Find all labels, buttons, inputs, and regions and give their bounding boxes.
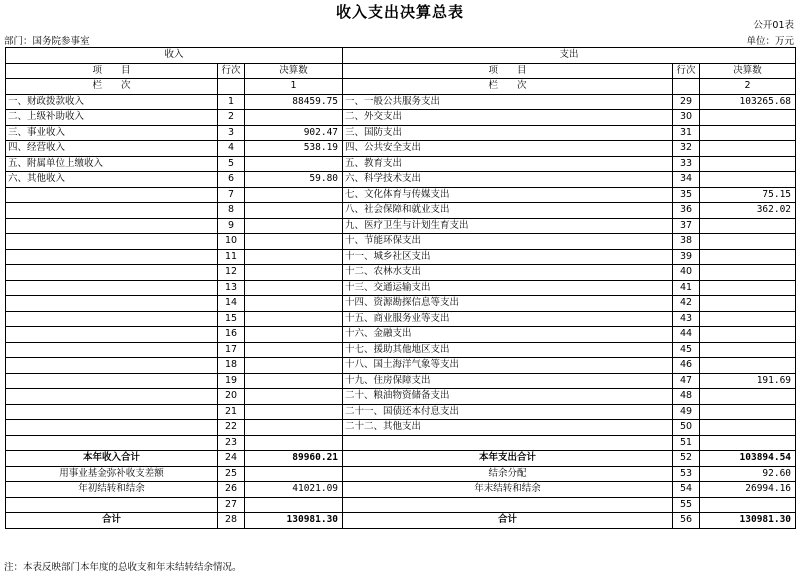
income-item xyxy=(6,342,218,358)
income-row-no: 6 xyxy=(218,172,245,188)
expense-row-no: 42 xyxy=(673,296,700,312)
table-row xyxy=(6,172,796,188)
income-amount: 59.80 xyxy=(245,172,343,188)
income-row-no: 10 xyxy=(218,234,245,250)
expense-row-no: 51 xyxy=(673,435,700,451)
income-expense-table xyxy=(5,47,796,529)
expense-row-no: 48 xyxy=(673,389,700,405)
income-row-no: 14 xyxy=(218,296,245,312)
expense-row-no: 38 xyxy=(673,234,700,250)
expense-row-no: 44 xyxy=(673,327,700,343)
expense-item: 十三、交通运输支出 xyxy=(343,280,673,296)
expense-row-no: 41 xyxy=(673,280,700,296)
income-row-no: 18 xyxy=(218,358,245,374)
income-item xyxy=(6,296,218,312)
table-row xyxy=(6,342,796,358)
expense-amount xyxy=(700,435,796,451)
income-summary-item xyxy=(6,497,218,513)
expense-item: 五、教育支出 xyxy=(343,156,673,172)
expense-item: 二、外交支出 xyxy=(343,110,673,126)
income-summary-item: 本年收入合计 xyxy=(6,451,218,467)
income-amount xyxy=(245,311,343,327)
expense-item-header: 项 目 xyxy=(343,63,673,79)
income-row-no: 25 xyxy=(218,466,245,482)
income-summary-amount xyxy=(245,466,343,482)
expense-column-blank xyxy=(673,79,700,95)
expense-row-no: 33 xyxy=(673,156,700,172)
expense-item: 十九、住房保障支出 xyxy=(343,373,673,389)
income-amount xyxy=(245,249,343,265)
table-row xyxy=(6,125,796,141)
column-header-row xyxy=(6,63,796,79)
expense-amount xyxy=(700,234,796,250)
income-row-no: 5 xyxy=(218,156,245,172)
income-row-no: 22 xyxy=(218,420,245,436)
expense-row-no: 50 xyxy=(673,420,700,436)
income-row-no: 24 xyxy=(218,451,245,467)
expense-summary-item: 合计 xyxy=(343,513,673,529)
expense-row-no: 47 xyxy=(673,373,700,389)
expense-item: 二十二、其他支出 xyxy=(343,420,673,436)
expense-column-label: 栏 次 xyxy=(343,79,673,95)
income-amount: 538.19 xyxy=(245,141,343,157)
income-amount xyxy=(245,389,343,405)
table-row xyxy=(6,156,796,172)
expense-row-no: 35 xyxy=(673,187,700,203)
column-index-row xyxy=(6,79,796,95)
table-row xyxy=(6,389,796,405)
income-item: 四、经营收入 xyxy=(6,141,218,157)
expense-item: 二十一、国债还本付息支出 xyxy=(343,404,673,420)
expense-item: 十六、金融支出 xyxy=(343,327,673,343)
expense-item: 十五、商业服务业等支出 xyxy=(343,311,673,327)
expense-amount xyxy=(700,327,796,343)
table-row xyxy=(6,249,796,265)
income-row-no: 3 xyxy=(218,125,245,141)
income-row-no: 7 xyxy=(218,187,245,203)
unit-label: 单位：万元 xyxy=(746,36,794,47)
table-row xyxy=(6,311,796,327)
income-row-no: 19 xyxy=(218,373,245,389)
income-amount xyxy=(245,110,343,126)
table-row xyxy=(6,327,796,343)
income-item xyxy=(6,435,218,451)
expense-row-no: 56 xyxy=(673,513,700,529)
income-column-label: 栏 次 xyxy=(6,79,218,95)
income-item xyxy=(6,203,218,219)
expense-amount xyxy=(700,404,796,420)
expense-row-no: 34 xyxy=(673,172,700,188)
table-row xyxy=(6,94,796,110)
income-item xyxy=(6,373,218,389)
income-amount xyxy=(245,296,343,312)
expense-amount xyxy=(700,265,796,281)
expense-header: 支出 xyxy=(343,48,796,64)
income-summary-amount xyxy=(245,497,343,513)
expense-amount xyxy=(700,311,796,327)
summary-row xyxy=(6,451,796,467)
expense-row-no: 45 xyxy=(673,342,700,358)
expense-item: 八、社会保障和就业支出 xyxy=(343,203,673,219)
income-row-no: 21 xyxy=(218,404,245,420)
income-amount xyxy=(245,342,343,358)
table-row xyxy=(6,265,796,281)
expense-row-no: 31 xyxy=(673,125,700,141)
expense-item: 十二、农林水支出 xyxy=(343,265,673,281)
expense-summary-item: 结余分配 xyxy=(343,466,673,482)
expense-row-no: 43 xyxy=(673,311,700,327)
expense-item: 七、文化体育与传媒支出 xyxy=(343,187,673,203)
income-summary-item: 用事业基金弥补收支差额 xyxy=(6,466,218,482)
expense-summary-amount: 103894.54 xyxy=(700,451,796,467)
income-rowno-header: 行次 xyxy=(218,63,245,79)
expense-amount xyxy=(700,342,796,358)
section-header-row xyxy=(6,48,796,64)
income-item xyxy=(6,404,218,420)
expense-summary-amount: 26994.16 xyxy=(700,482,796,498)
expense-item: 九、医疗卫生与计划生育支出 xyxy=(343,218,673,234)
income-row-no: 13 xyxy=(218,280,245,296)
summary-row xyxy=(6,466,796,482)
expense-amount xyxy=(700,358,796,374)
expense-amount xyxy=(700,172,796,188)
expense-amount: 362.02 xyxy=(700,203,796,219)
income-summary-amount: 89960.21 xyxy=(245,451,343,467)
income-item: 一、财政拨款收入 xyxy=(6,94,218,110)
expense-amount xyxy=(700,156,796,172)
income-column-blank xyxy=(218,79,245,95)
income-row-no: 2 xyxy=(218,110,245,126)
income-amount-header: 决算数 xyxy=(245,63,343,79)
income-item xyxy=(6,280,218,296)
income-row-no: 1 xyxy=(218,94,245,110)
expense-row-no: 52 xyxy=(673,451,700,467)
expense-amount xyxy=(700,280,796,296)
expense-column-index: 2 xyxy=(700,79,796,95)
expense-item: 一、一般公共服务支出 xyxy=(343,94,673,110)
income-amount xyxy=(245,234,343,250)
expense-row-no: 40 xyxy=(673,265,700,281)
expense-amount xyxy=(700,296,796,312)
expense-summary-amount: 130981.30 xyxy=(700,513,796,529)
expense-item: 十八、国土海洋气象等支出 xyxy=(343,358,673,374)
expense-amount xyxy=(700,218,796,234)
expense-amount xyxy=(700,249,796,265)
expense-row-no: 54 xyxy=(673,482,700,498)
expense-amount xyxy=(700,389,796,405)
income-item: 三、事业收入 xyxy=(6,125,218,141)
expense-item: 十一、城乡社区支出 xyxy=(343,249,673,265)
income-item xyxy=(6,327,218,343)
income-item: 六、其他收入 xyxy=(6,172,218,188)
income-summary-amount: 41021.09 xyxy=(245,482,343,498)
expense-item: 四、公共安全支出 xyxy=(343,141,673,157)
table-row xyxy=(6,373,796,389)
expense-row-no: 55 xyxy=(673,497,700,513)
expense-summary-item xyxy=(343,497,673,513)
income-amount xyxy=(245,218,343,234)
table-row xyxy=(6,187,796,203)
income-item xyxy=(6,249,218,265)
expense-row-no: 36 xyxy=(673,203,700,219)
expense-amount-header: 决算数 xyxy=(700,63,796,79)
income-amount xyxy=(245,327,343,343)
expense-row-no: 39 xyxy=(673,249,700,265)
income-column-index: 1 xyxy=(245,79,343,95)
income-item xyxy=(6,234,218,250)
income-amount xyxy=(245,156,343,172)
income-item xyxy=(6,420,218,436)
income-item xyxy=(6,265,218,281)
income-row-no: 11 xyxy=(218,249,245,265)
expense-amount: 191.69 xyxy=(700,373,796,389)
income-row-no: 26 xyxy=(218,482,245,498)
income-item xyxy=(6,218,218,234)
income-item xyxy=(6,358,218,374)
expense-row-no: 30 xyxy=(673,110,700,126)
income-row-no: 4 xyxy=(218,141,245,157)
income-amount xyxy=(245,358,343,374)
income-amount xyxy=(245,420,343,436)
expense-amount xyxy=(700,125,796,141)
expense-item: 三、国防支出 xyxy=(343,125,673,141)
income-row-no: 8 xyxy=(218,203,245,219)
income-item xyxy=(6,311,218,327)
income-summary-item: 合计 xyxy=(6,513,218,529)
expense-summary-item: 本年支出合计 xyxy=(343,451,673,467)
income-amount xyxy=(245,373,343,389)
expense-amount xyxy=(700,110,796,126)
expense-row-no: 53 xyxy=(673,466,700,482)
expense-amount xyxy=(700,420,796,436)
income-summary-item: 年初结转和结余 xyxy=(6,482,218,498)
expense-row-no: 37 xyxy=(673,218,700,234)
table-row xyxy=(6,404,796,420)
income-amount: 88459.75 xyxy=(245,94,343,110)
income-amount xyxy=(245,187,343,203)
expense-item: 二十、粮油物资储备支出 xyxy=(343,389,673,405)
summary-row xyxy=(6,482,796,498)
income-row-no: 28 xyxy=(218,513,245,529)
expense-amount xyxy=(700,141,796,157)
income-amount xyxy=(245,280,343,296)
income-row-no: 12 xyxy=(218,265,245,281)
form-code: 公开01表 xyxy=(753,20,794,31)
income-row-no: 15 xyxy=(218,311,245,327)
expense-item: 十四、资源勘探信息等支出 xyxy=(343,296,673,312)
expense-summary-item: 年末结转和结余 xyxy=(343,482,673,498)
income-item-header: 项 目 xyxy=(6,63,218,79)
income-amount xyxy=(245,404,343,420)
income-amount: 902.47 xyxy=(245,125,343,141)
table-row xyxy=(6,141,796,157)
income-amount xyxy=(245,435,343,451)
table-row xyxy=(6,296,796,312)
income-row-no: 9 xyxy=(218,218,245,234)
table-row xyxy=(6,218,796,234)
table-row xyxy=(6,234,796,250)
income-header: 收入 xyxy=(6,48,343,64)
report-title: 收入支出决算总表 xyxy=(335,3,464,21)
expense-item: 十七、援助其他地区支出 xyxy=(343,342,673,358)
income-row-no: 20 xyxy=(218,389,245,405)
summary-row xyxy=(6,513,796,529)
expense-item: 十、节能环保支出 xyxy=(343,234,673,250)
table-row xyxy=(6,420,796,436)
table-row xyxy=(6,280,796,296)
expense-row-no: 29 xyxy=(673,94,700,110)
expense-row-no: 46 xyxy=(673,358,700,374)
table-row xyxy=(6,110,796,126)
expense-summary-amount: 92.60 xyxy=(700,466,796,482)
income-item: 二、上级补助收入 xyxy=(6,110,218,126)
expense-amount: 75.15 xyxy=(700,187,796,203)
income-item: 五、附属单位上缴收入 xyxy=(6,156,218,172)
income-amount xyxy=(245,265,343,281)
table-row xyxy=(6,358,796,374)
expense-row-no: 32 xyxy=(673,141,700,157)
expense-summary-amount xyxy=(700,497,796,513)
income-summary-amount: 130981.30 xyxy=(245,513,343,529)
income-item xyxy=(6,187,218,203)
income-row-no: 23 xyxy=(218,435,245,451)
income-row-no: 17 xyxy=(218,342,245,358)
table-row xyxy=(6,203,796,219)
department-label: 部门：国务院参事室 xyxy=(4,36,90,47)
expense-amount: 103265.68 xyxy=(700,94,796,110)
expense-item xyxy=(343,435,673,451)
footnote: 注：本表反映部门本年度的总收支和年末结转结余情况。 xyxy=(4,562,242,573)
income-row-no: 16 xyxy=(218,327,245,343)
income-item xyxy=(6,389,218,405)
income-row-no: 27 xyxy=(218,497,245,513)
expense-item: 六、科学技术支出 xyxy=(343,172,673,188)
summary-row xyxy=(6,497,796,513)
expense-row-no: 49 xyxy=(673,404,700,420)
expense-rowno-header: 行次 xyxy=(673,63,700,79)
table-row xyxy=(6,435,796,451)
income-amount xyxy=(245,203,343,219)
